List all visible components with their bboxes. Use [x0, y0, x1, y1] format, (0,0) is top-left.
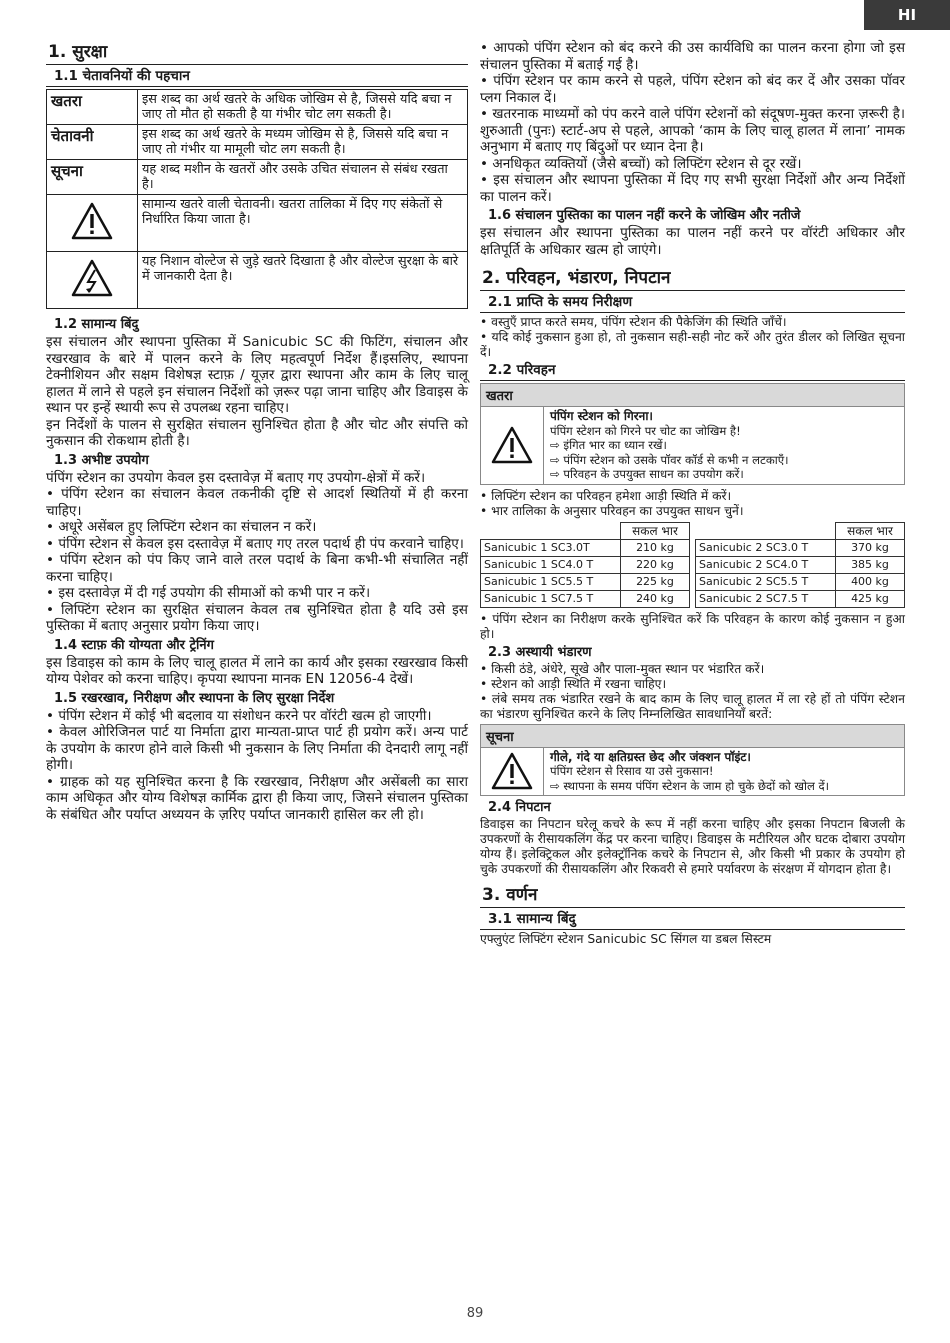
language-tab: HI [864, 0, 950, 30]
term-warning: चेतावनी [47, 125, 138, 160]
weight-cell: 400 kg [836, 573, 905, 590]
model-cell: Sanicubic 2 SC3.0 T [696, 539, 836, 556]
list-item: • लिफ्टिंग स्टेशन का सुरक्षित संचालन केवल तब सुनिश्चित होता है यदि उसे इस पुस्तिका में बताए अनुसार प्रयोग किया जाए। [46, 602, 468, 635]
section-1-4-title: 1.4 स्टाफ़ की योग्यता और ट्रेनिंग [54, 637, 214, 653]
list-item: • यदि कोई नुकसान हुआ हो, तो नुकसान सही-सही नोट करें और तुरंत डीलर को लिखित सूचना दें। [480, 330, 905, 360]
term-danger-desc: इस शब्द का अर्थ खतरे के अधिक जोखिम से है, जिससे यदि बचा न जाए तो मौत हो सकती है या गंभीर चोट लग सकती है। [138, 90, 468, 125]
gross-weight-header: सकल भार [621, 522, 690, 539]
table-row [47, 90, 468, 125]
list-item: • अधूरे असेंबल हुए लिफ्टिंग स्टेशन का संचालन न करें। [46, 519, 468, 536]
load-table-2 [695, 522, 905, 608]
warning-triangle-icon [490, 751, 534, 791]
voltage-warning-desc: यह निशान वोल्टेज से जुड़े खतरे दिखाता है और वोल्टेज सुरक्षा के बारे में जानकारी देता है। [138, 252, 468, 309]
weight-cell: 210 kg [621, 539, 690, 556]
danger-box-text [544, 407, 904, 484]
warning-triangle-icon [490, 425, 534, 465]
list-item: • अनधिकृत व्यक्तियों (जैसे बच्चों) को लिफ्टिंग स्टेशन से दूर रखें। [480, 156, 905, 173]
table-row [481, 573, 690, 590]
general-points-paragraph-2: इन निर्देशों के पालन से सुरक्षित संचालन सुनिश्चित होता है और चोट और संपत्ति को नुकसान की रोकथाम होती है। [46, 416, 468, 449]
section-1-3-title: 1.3 अभीष्ट उपयोग [54, 452, 149, 468]
list-item: • केवल ओरिजिनल पार्ट या निर्माता द्वारा मान्यता-प्राप्त पार्ट ही प्रयोग करें। अन्य पार्ट के उपयोग के कारण होने वाले किसी भी नुकसान के लिए निर्माता की देनदारी लागू नहीं होगी। [46, 724, 468, 774]
list-item: ⇨ स्थापना के समय पंपिंग स्टेशन के जाम हो चुके छेदों को खोल दें। [550, 779, 898, 794]
weight-cell: 370 kg [836, 539, 905, 556]
danger-symbol-cell [481, 407, 544, 484]
empty-cell [481, 522, 621, 539]
list-item: • आपको पंपिंग स्टेशन को बंद करने की उस कार्यविधि का पालन करना होगा जो इस संचालन पुस्तिका में बताई गई है। [480, 40, 905, 73]
table-row [481, 539, 690, 556]
notice-title: गीले, गंदे या क्षतिग्रस्त छेद और जंक्शन पॉइंट। [550, 749, 751, 764]
notice-line: पंपिंग स्टेशन से रिसाव या उसे नुकसान! [550, 764, 714, 778]
list-item: • स्टेशन को आड़ी स्थिति में रखना चाहिए। [480, 677, 905, 692]
disposal-paragraph: डिवाइस का निपटान घरेलू कचरे के रूप में नहीं करना चाहिए और इसका निपटान बिजली के उपकरणों के रीसायकलिंग केंद्र पर करना चाहिए। डिवाइस के मटीरियल और घटक दोबारा उपयोग योग्य हैं। इलेक्ट्रिकल और इलेक्ट्रॉनिक कचरे के निपटान से, और किसी भी प्रकार के उपयोग हो चुके उपकरणों की रीसायकलिंग और रिकवरी से हमारे पर्यावरण के संरक्षण में योगदान होता है। [480, 817, 905, 876]
voltage-symbol-cell [47, 252, 138, 309]
list-item: ⇨ पंपिंग स्टेशन को उसके पॉवर कॉर्ड से कभी न लटकाएँ। [550, 453, 898, 468]
danger-title: पंपिंग स्टेशन को गिरना। [550, 409, 653, 423]
table-row [696, 522, 905, 539]
section-3-1-title: 3.1 सामान्य बिंदु [480, 911, 905, 930]
section-1-title: 1. सुरक्षा [46, 40, 468, 65]
table-row [481, 556, 690, 573]
notice-symbol-cell [481, 748, 544, 796]
weight-cell: 240 kg [621, 590, 690, 607]
table-row [47, 160, 468, 195]
list-item: • इस दस्तावेज़ में दी गई उपयोग की सीमाओं को कभी पार न करें। [46, 585, 468, 602]
model-cell: Sanicubic 2 SC7.5 T [696, 590, 836, 607]
section-2-1-title: 2.1 प्राप्ति के समय निरीक्षण [480, 294, 905, 313]
list-item: • पंपिंग स्टेशन से केवल इस दस्तावेज़ में बताए गए तरल पदार्थ ही पंप करवाने चाहिए। [46, 536, 468, 553]
danger-box-body [481, 407, 904, 484]
risks-paragraph: इस संचालन और स्थापना पुस्तिका का पालन नहीं करने पर वॉरंटी अधिकार और क्षतिपूर्ति के अधिकार खत्म हो जाएंगे। [480, 225, 905, 258]
section-2-4-title: 2.4 निपटान [488, 800, 551, 815]
list-item: • पंपिंग स्टेशन का निरीक्षण करके सुनिश्चित करें कि परिवहन के कारण कोई नुकसान न हुआ हो। [480, 612, 905, 642]
notice-box [480, 724, 905, 797]
list-item: • वस्तुएँ प्राप्त करते समय, पंपिंग स्टेशन की पैकेजिंग की स्थिति जाँचें। [480, 315, 905, 330]
general-points-paragraph: इस संचालन और स्थापना पुस्तिका में Sanicubic SC की फिटिंग, संचालन और रखरखाव के बारे में पालन करने के लिए महत्वपूर्ण निर्देश हैं।इसलिए, स्थापना टेक्नीशियन और सक्षम विशेषज्ञ स्टाफ़ / यूज़र द्वारा स्थापना और काम के लिए चालू हालत में लाने से पहले इन संचालन निर्देशों को ज़रूर पढ़ा जाना चाहिए और डिवाइस के स्थान पर इन्हें स्थायी रूप से उपलब्ध रहना चाहिए। [46, 334, 468, 416]
danger-line: पंपिंग स्टेशन को गिरने पर चोट का जोखिम है! [550, 423, 741, 438]
list-item: • किसी ठंडे, अंधेरे, सूखे और पाला-मुक्त स्थान पर भंडारित करें। [480, 662, 905, 677]
table-row [47, 125, 468, 160]
section-3-title: 3. वर्णन [480, 883, 905, 908]
term-notice: सूचना [47, 160, 138, 195]
term-warning-desc: इस शब्द का अर्थ खतरे के मध्यम जोखिम से है, जिससे यदि बचा न जाए तो गंभीर या मामूली चोट लग सकती है। [138, 125, 468, 160]
model-cell: Sanicubic 2 SC4.0 T [696, 556, 836, 573]
list-item: • पंपिंग स्टेशन को पंप किए जाने वाले तरल पदार्थ के बिना कभी-भी संचालित नहीं करना चाहिए। [46, 552, 468, 585]
section-2-title: 2. परिवहन, भंडारण, निपटान [480, 266, 905, 291]
table-row [481, 590, 690, 607]
intended-use-paragraph: पंपिंग स्टेशन का उपयोग केवल इस दस्तावेज़ में बताए गए उपयोग-क्षेत्रों में करें। [46, 469, 426, 486]
load-table-1 [480, 522, 690, 608]
table-row [481, 522, 690, 539]
list-item: ⇨ परिवहन के उपयुक्त साधन का उपयोग करें। [550, 467, 898, 482]
notice-box-text [544, 748, 904, 796]
table-row [47, 252, 468, 309]
high-voltage-icon [70, 258, 114, 298]
left-column [46, 40, 468, 823]
term-notice-desc: यह शब्द मशीन के खतरों और उसके उचित संचालन से संबंध रखता है। [138, 160, 468, 195]
list-item: • इस संचालन और स्थापना पुस्तिका में दिए गए सभी सुरक्षा निर्देशों और अन्य निर्देशों का पालन करें। [480, 172, 905, 205]
danger-box-header: खतरा [481, 384, 904, 407]
model-cell: Sanicubic 2 SC5.5 T [696, 573, 836, 590]
list-item: • पंपिंग स्टेशन का संचालन केवल तकनीकी दृष्टि से आदर्श स्थितियों में ही करना चाहिए। [46, 486, 468, 519]
notice-box-body [481, 748, 904, 796]
warning-terms-table [46, 89, 468, 309]
list-item: • ग्राहक को यह सुनिश्चित करना है कि रखरखाव, निरीक्षण और असेंबली का सारा काम अधिकृत और योग्य विशेषज्ञ कार्मिक द्वारा ही किया जाए, जिसने संचालन पुस्तिका के संबंधित और पर्याप्त अध्ययन के ज़रिए पर्याप्त जानकारी हासिल कर ली हो। [46, 774, 468, 824]
table-row [47, 195, 468, 252]
general-warning-desc: सामान्य खतरे वाली चेतावनी। खतरा तालिका में दिए गए संकेतों से निर्धारित किया जाता है। [138, 195, 468, 252]
table-row [696, 556, 905, 573]
model-cell: Sanicubic 1 SC7.5 T [481, 590, 621, 607]
model-cell: Sanicubic 1 SC3.0T [481, 539, 621, 556]
gross-weight-header: सकल भार [836, 522, 905, 539]
section-2-2-title: 2.2 परिवहन [480, 362, 905, 381]
danger-box [480, 383, 905, 485]
weight-cell: 385 kg [836, 556, 905, 573]
table-row [696, 573, 905, 590]
description-paragraph: एफ्लुएंट लिफ्टिंग स्टेशन Sanicubic SC सिंगल या डबल सिस्टम [480, 932, 772, 946]
weight-cell: 220 kg [621, 556, 690, 573]
page-number: 89 [466, 1306, 484, 1321]
list-item: • भार तालिका के अनुसार परिवहन का उपयुक्त साधन चुनें। [480, 504, 905, 519]
staff-qualification-paragraph: इस डिवाइस को काम के लिए चालू हालत में लाने का कार्य और इसका रखरखाव किसी योग्य पेशेवर को करना चाहिए। कृपया स्थापना मानक EN 12056-4 देखें। [46, 654, 468, 687]
section-1-2-title: 1.2 सामान्य बिंदु [54, 317, 139, 332]
section-1-5-title: 1.5 रखरखाव, निरीक्षण और स्थापना के लिए सुरक्षा निर्देश [54, 690, 335, 706]
list-item: • पंपिंग स्टेशन में कोई भी बदलाव या संशोधन करने पर वॉरंटी खत्म हो जाएगी। [46, 708, 468, 725]
list-item: • पंपिंग स्टेशन पर काम करने से पहले, पंपिंग स्टेशन को बंद कर दें और उसका पॉवर प्लग निकाल दें। [480, 73, 905, 106]
general-warning-symbol-cell [47, 195, 138, 252]
section-2-3-title: 2.3 अस्थायी भंडारण [488, 644, 592, 660]
notice-box-header: सूचना [481, 725, 904, 748]
section-1-6-title: 1.6 संचालन पुस्तिका का पालन नहीं करने के जोखिम और नतीजे [488, 208, 801, 223]
empty-cell [696, 522, 836, 539]
model-cell: Sanicubic 1 SC4.0 T [481, 556, 621, 573]
warning-triangle-icon [70, 201, 114, 241]
list-item: ⇨ इंगित भार का ध्यान रखें। [550, 438, 898, 453]
list-item: • लिफ्टिंग स्टेशन का परिवहन हमेशा आड़ी स्थिति में करें। [480, 489, 905, 504]
term-danger: खतरा [47, 90, 138, 125]
section-1-1-title: 1.1 चेतावनियों की पहचान [46, 68, 468, 87]
model-cell: Sanicubic 1 SC5.5 T [481, 573, 621, 590]
load-tables [480, 522, 905, 608]
right-column [480, 40, 905, 947]
weight-cell: 225 kg [621, 573, 690, 590]
list-item: • लंबे समय तक भंडारित रखने के बाद काम के लिए चालू हालत में ला रहे हों तो पंपिंग स्टेशन का भंडारण सुनिश्चित करने के लिए निम्नलिखित सावधानियाँ बरतें: [480, 692, 905, 722]
table-row [696, 539, 905, 556]
table-row [696, 590, 905, 607]
list-item: • खतरनाक माध्यमों को पंप करने वाले पंपिंग स्टेशनों को संदूषण-मुक्त करना ज़रूरी है। शुरुआती (पुनः) स्टार्ट-अप से पहले, आपको ‘काम के लिए चालू हालत में लाना’ नामक अनुभाग में बताए गए बिंदुओं पर ध्यान देना है। [480, 106, 905, 156]
weight-cell: 425 kg [836, 590, 905, 607]
